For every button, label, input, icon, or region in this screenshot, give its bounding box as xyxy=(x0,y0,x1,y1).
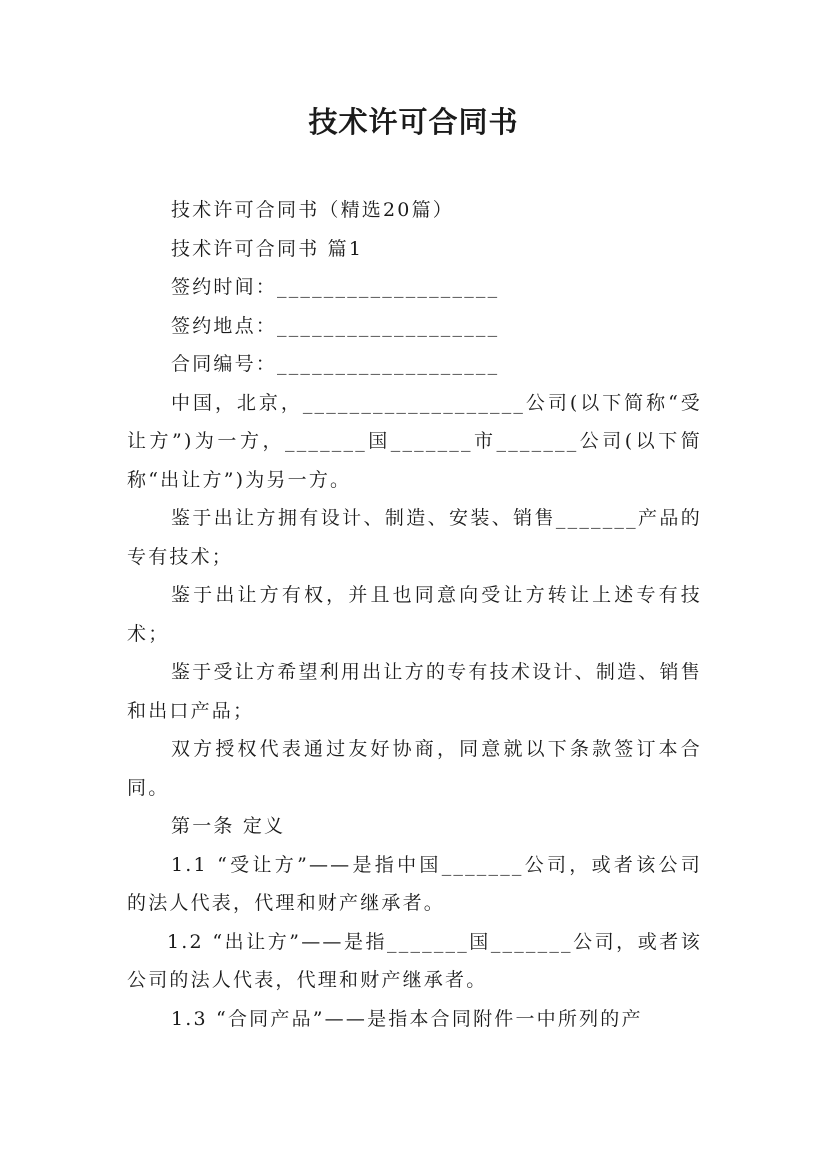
paragraph-subtitle: 技术许可合同书（精选20篇） xyxy=(171,199,454,221)
paragraph-recital-3: 鉴于受让方希望利用出让方的专有技术设计、制造、销售和出口产品； xyxy=(127,661,702,722)
paragraph-clause-1-2: 1.2 “出让方”——是指_______国_______公司，或者该公司的法人代表，代理和财产继承者。 xyxy=(127,930,702,991)
paragraph-agreement: 双方授权代表通过友好协商，同意就以下条款签订本合同。 xyxy=(127,738,702,799)
paragraph-clause-1-1: 1.1 “受让方”——是指中国_______公司，或者该公司的法人代表，代理和财产继承者。 xyxy=(127,853,702,914)
paragraph-signing-date: 签约时间：___________________ xyxy=(171,276,500,298)
paragraph-signing-place: 签约地点：___________________ xyxy=(171,314,500,337)
paragraph-contract-number: 合同编号：___________________ xyxy=(171,353,500,375)
document-body xyxy=(127,191,702,1038)
paragraph-section-heading: 技术许可合同书 篇1 xyxy=(171,237,364,260)
paragraph-parties: 中国，北京，___________________公司(以下简称“受让方”)为一方，_______国_______市_______公司(以下简称“出让方”)为另一方。 xyxy=(127,391,702,491)
paragraph-recital-1: 鉴于出让方拥有设计、制造、安装、销售_______产品的专有技术； xyxy=(127,507,702,568)
paragraph-clause-1-3: 1.3 “合同产品”——是指本合同附件一中所列的产 xyxy=(171,1007,643,1030)
paragraph-recital-2: 鉴于出让方有权，并且也同意向受让方转让上述专有技术； xyxy=(127,584,702,645)
document-title: 技术许可合同书 xyxy=(308,105,519,139)
paragraph-article-1-heading: 第一条 定义 xyxy=(171,815,286,837)
